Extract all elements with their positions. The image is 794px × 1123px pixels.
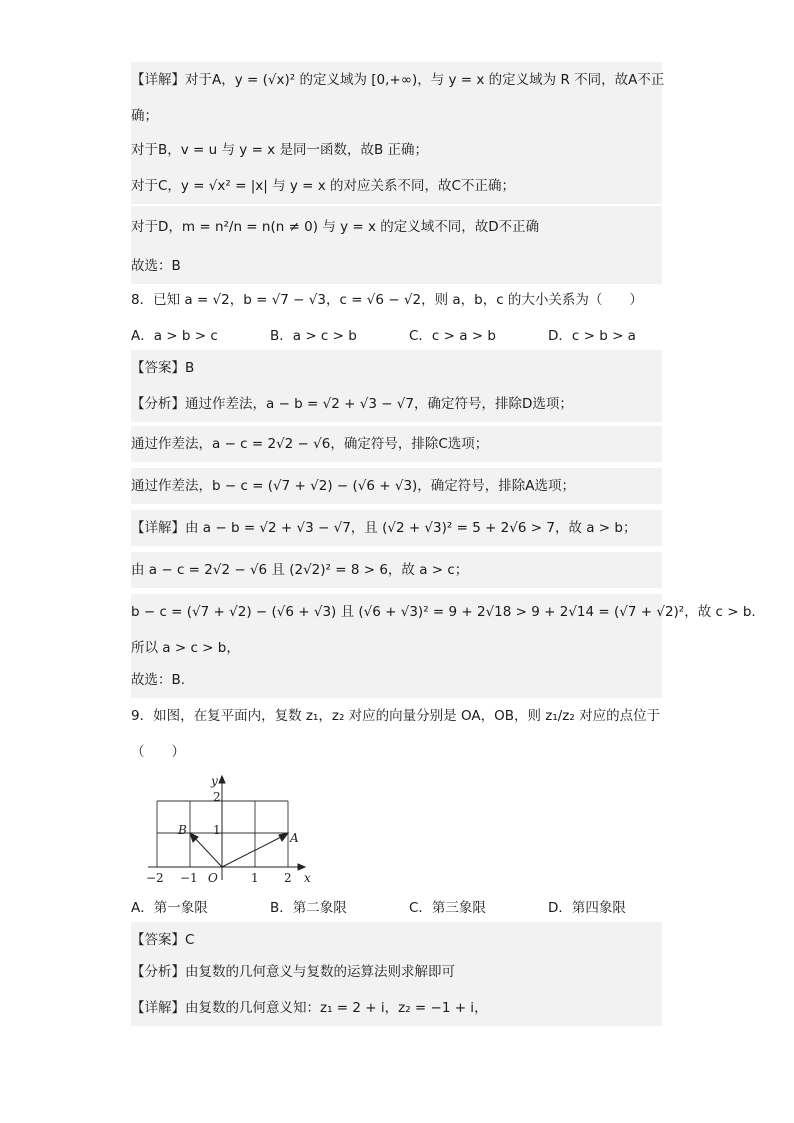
vector-oa: [222, 834, 287, 867]
vector-oa-arrowhead: [279, 833, 288, 841]
q7-detail-line-1: 【详解】对于A，y = (√x)² 的定义域为 [0,+∞)，与 y = x 的定义域为 R 不同，故A不正: [131, 62, 662, 98]
q9-choice-a: A．第一象限: [131, 900, 208, 916]
point-a-label: A: [290, 831, 299, 845]
q8-stem: 8．已知 a = √2，b = √7 − √3，c = √6 − √2，则 a，b，c 的大小关系为（ ）: [131, 292, 643, 308]
origin-label: O: [208, 871, 218, 885]
y-tick-1: 1: [213, 823, 221, 837]
q9-analysis: 【分析】由复数的几何意义与复数的运算法则求解即可: [131, 954, 662, 990]
q8-detail-line-3: b − c = (√7 + √2) − (√6 + √3) 且 (√6 + √3)² = 9 + 2√18 > 9 + 2√14 = (√7 + √2)²，故 c > b.: [131, 594, 662, 630]
q9-detail-line-1: 【详解】由复数的几何意义知：z₁ = 2 + i，z₂ = −1 + i，: [131, 990, 662, 1026]
q7-detail-line-5: 对于D，m = n²/n = n(n ≠ 0) 与 y = x 的定义域不同，故D不正确: [131, 206, 662, 248]
q8-detail-line-2: 由 a − c = 2√2 − √6 且 (2√2)² = 8 > 6，故 a > c；: [131, 552, 662, 588]
q7-detail-line-4: 对于C，y = √x² = |x| 与 y = x 的对应关系不同，故C不正确；: [131, 168, 662, 204]
q7-answer-line: 故选：B: [131, 248, 662, 284]
q9-answer: 【答案】C: [131, 922, 662, 958]
q8-choice-c: C．c > a > b: [409, 328, 496, 344]
x-tick-neg2: −2: [146, 871, 164, 885]
q9-choice-b: B．第二象限: [270, 900, 347, 916]
q9-stem: 9．如图，在复平面内，复数 z₁，z₂ 对应的向量分别是 OA，OB，则 z₁/z₂ 对应的点位于: [131, 708, 661, 724]
q9-choices: [131, 894, 662, 922]
q8-detail-line-4: 所以 a > c > b，: [131, 630, 662, 666]
q8-choice-b: B．a > c > b: [270, 328, 357, 344]
q8-analysis-line-1: 【分析】通过作差法，a − b = √2 + √3 − √7，确定符号，排除D选项；: [131, 386, 662, 422]
q8-detail-line-1: 【详解】由 a − b = √2 + √3 − √7，且 (√2 + √3)² = 5 + 2√6 > 7，故 a > b；: [131, 510, 662, 546]
vectors: [190, 833, 288, 867]
q9-choice-c: C．第三象限: [409, 900, 486, 916]
q8-choice-d: D．c > b > a: [548, 328, 636, 344]
x-axis-label: x: [304, 871, 311, 885]
y-tick-2: 2: [213, 790, 221, 804]
x-tick-neg1: −1: [180, 871, 198, 885]
q8-choices: [131, 322, 662, 350]
q7-detail-line-3: 对于B，v = u 与 y = x 是同一函数，故B 正确；: [131, 132, 662, 168]
x-tick-1: 1: [251, 871, 259, 885]
point-b-label: B: [178, 823, 187, 837]
q8-choice-line: 故选：B.: [131, 662, 662, 698]
q7-detail-line-2: 确；: [131, 98, 662, 134]
q9-choice-d: D．第四象限: [548, 900, 626, 916]
y-axis-label: y: [211, 774, 218, 788]
x-tick-2: 2: [284, 871, 292, 885]
complex-plane-figure: [140, 770, 320, 890]
q8-analysis-line-2: 通过作差法，a − c = 2√2 − √6，确定符号，排除C选项；: [131, 426, 662, 462]
q9-stem-paren: （ ）: [131, 744, 185, 760]
q8-choice-a: A．a > b > c: [131, 328, 218, 344]
q8-analysis-line-3: 通过作差法，b − c = (√7 + √2) − (√6 + √3)，确定符号，排除A选项；: [131, 468, 662, 504]
q8-answer: 【答案】B: [131, 350, 662, 386]
